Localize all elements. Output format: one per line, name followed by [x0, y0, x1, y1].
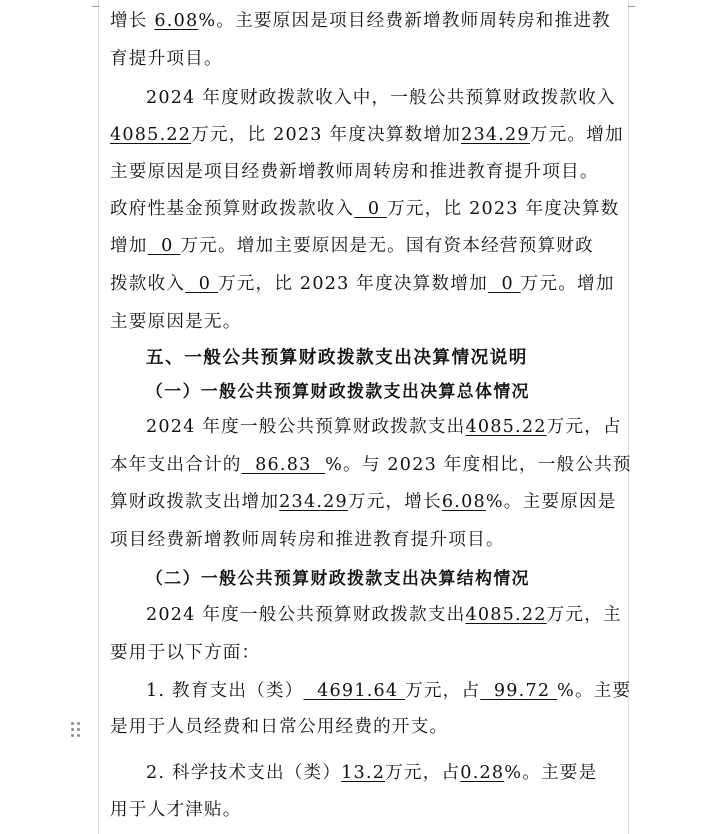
state-capital-income-value: 0 — [185, 274, 218, 294]
subsection-heading-2: （二）一般公共预算财政拨款支出决算结构情况 — [146, 568, 530, 588]
text: %。主要是 — [504, 763, 598, 783]
text: %。与 2023 年度相比，一般公共预 — [325, 455, 632, 475]
education-share-value: 99.72 — [480, 681, 558, 701]
science-share-value: 0.28 — [460, 763, 505, 783]
expense-increase-value: 234.29 — [279, 492, 348, 512]
crop-mark-top-right — [628, 6, 635, 7]
text: %。主要原因是 — [485, 492, 617, 512]
item1-line-1 — [146, 680, 631, 702]
text: 万元，主 — [546, 605, 622, 625]
text: 增长 — [110, 11, 155, 31]
expense-share-value: 86.83 — [241, 455, 326, 475]
p2-line-5 — [110, 235, 594, 257]
text: 万元，比 2023 年度决算数增加 — [217, 274, 488, 294]
p2-line-6 — [110, 273, 615, 295]
text: 2024 年度一般公共预算财政拨款支出 — [146, 605, 466, 625]
text: %。主要原因是项目经费新增教师周转房和推进教 — [198, 11, 611, 31]
p4-line-2: 要用于以下方面： — [110, 643, 261, 663]
text: 算财政拨款支出增加 — [110, 492, 280, 512]
p1-line-2: 育提升项目。 — [110, 49, 223, 69]
crop-mark-top-left — [92, 6, 99, 7]
state-capital-increase-value: 0 — [487, 274, 521, 294]
text: 政府性基金预算财政拨款收入 — [110, 199, 355, 219]
text: 万元，占 — [405, 681, 481, 701]
p3-line-1 — [146, 416, 622, 438]
drag-handle-icon[interactable] — [70, 721, 82, 739]
p2-line-7: 主要原因是无。 — [110, 312, 242, 332]
structure-expense-value: 4085.22 — [465, 605, 547, 625]
text: 万元，比 2023 年度决算数增加 — [191, 125, 462, 145]
growth-rate-value: 6.08 — [154, 11, 199, 31]
item1-line-2: 是用于人员经费和日常公用经费的开支。 — [110, 717, 449, 737]
item2-line-2: 用于人才津贴。 — [110, 800, 242, 820]
p3-line-4: 项目经费新增教师周转房和推进教育提升项目。 — [110, 530, 505, 550]
text: 2. 科学技术支出（类） — [146, 763, 342, 783]
page-right-edge — [628, 0, 629, 834]
p2-line-3: 主要原因是项目经费新增教师周转房和推进教育提升项目。 — [110, 162, 599, 182]
fund-budget-increase-value: 0 — [147, 236, 181, 256]
text: 万元，增长 — [347, 492, 442, 512]
item2-line-1 — [146, 762, 597, 784]
education-expense-value: 4691.64 — [303, 681, 406, 701]
p1-line-1 — [110, 10, 611, 32]
general-budget-expense-value: 4085.22 — [465, 417, 547, 437]
income-increase-value: 234.29 — [461, 125, 530, 145]
page-left-edge — [98, 0, 99, 834]
text: 万元，占 — [385, 763, 461, 783]
expense-growth-rate-value: 6.08 — [441, 492, 486, 512]
text: 万元。增加 — [529, 125, 624, 145]
science-expense-value: 13.2 — [341, 763, 386, 783]
text: 万元。增加 — [520, 274, 615, 294]
text: 万元，占 — [546, 417, 622, 437]
subsection-heading-1: （一）一般公共预算财政拨款支出决算总体情况 — [146, 381, 530, 401]
p2-line-2 — [110, 124, 624, 146]
text: 万元。增加主要原因是无。国有资本经营预算财政 — [180, 236, 594, 256]
text: 增加 — [110, 236, 148, 256]
p3-line-3 — [110, 491, 617, 513]
p4-line-1 — [146, 604, 622, 626]
text: 本年支出合计的 — [110, 455, 242, 475]
text: %。主要 — [557, 681, 632, 701]
text: 1. 教育支出（类） — [146, 681, 304, 701]
general-budget-income-value: 4085.22 — [110, 125, 192, 145]
text: 2024 年度一般公共预算财政拨款支出 — [146, 417, 466, 437]
text: 拨款收入 — [110, 274, 186, 294]
section-heading-5: 五、一般公共预算财政拨款支出决算情况说明 — [146, 348, 528, 368]
p2-line-4 — [110, 198, 619, 220]
text: 万元，比 2023 年度决算数 — [387, 199, 620, 219]
p3-line-2 — [110, 454, 632, 476]
p2-line-1: 2024 年度财政拨款收入中，一般公共预算财政拨款收入 — [146, 88, 616, 108]
fund-budget-income-value: 0 — [354, 199, 388, 219]
